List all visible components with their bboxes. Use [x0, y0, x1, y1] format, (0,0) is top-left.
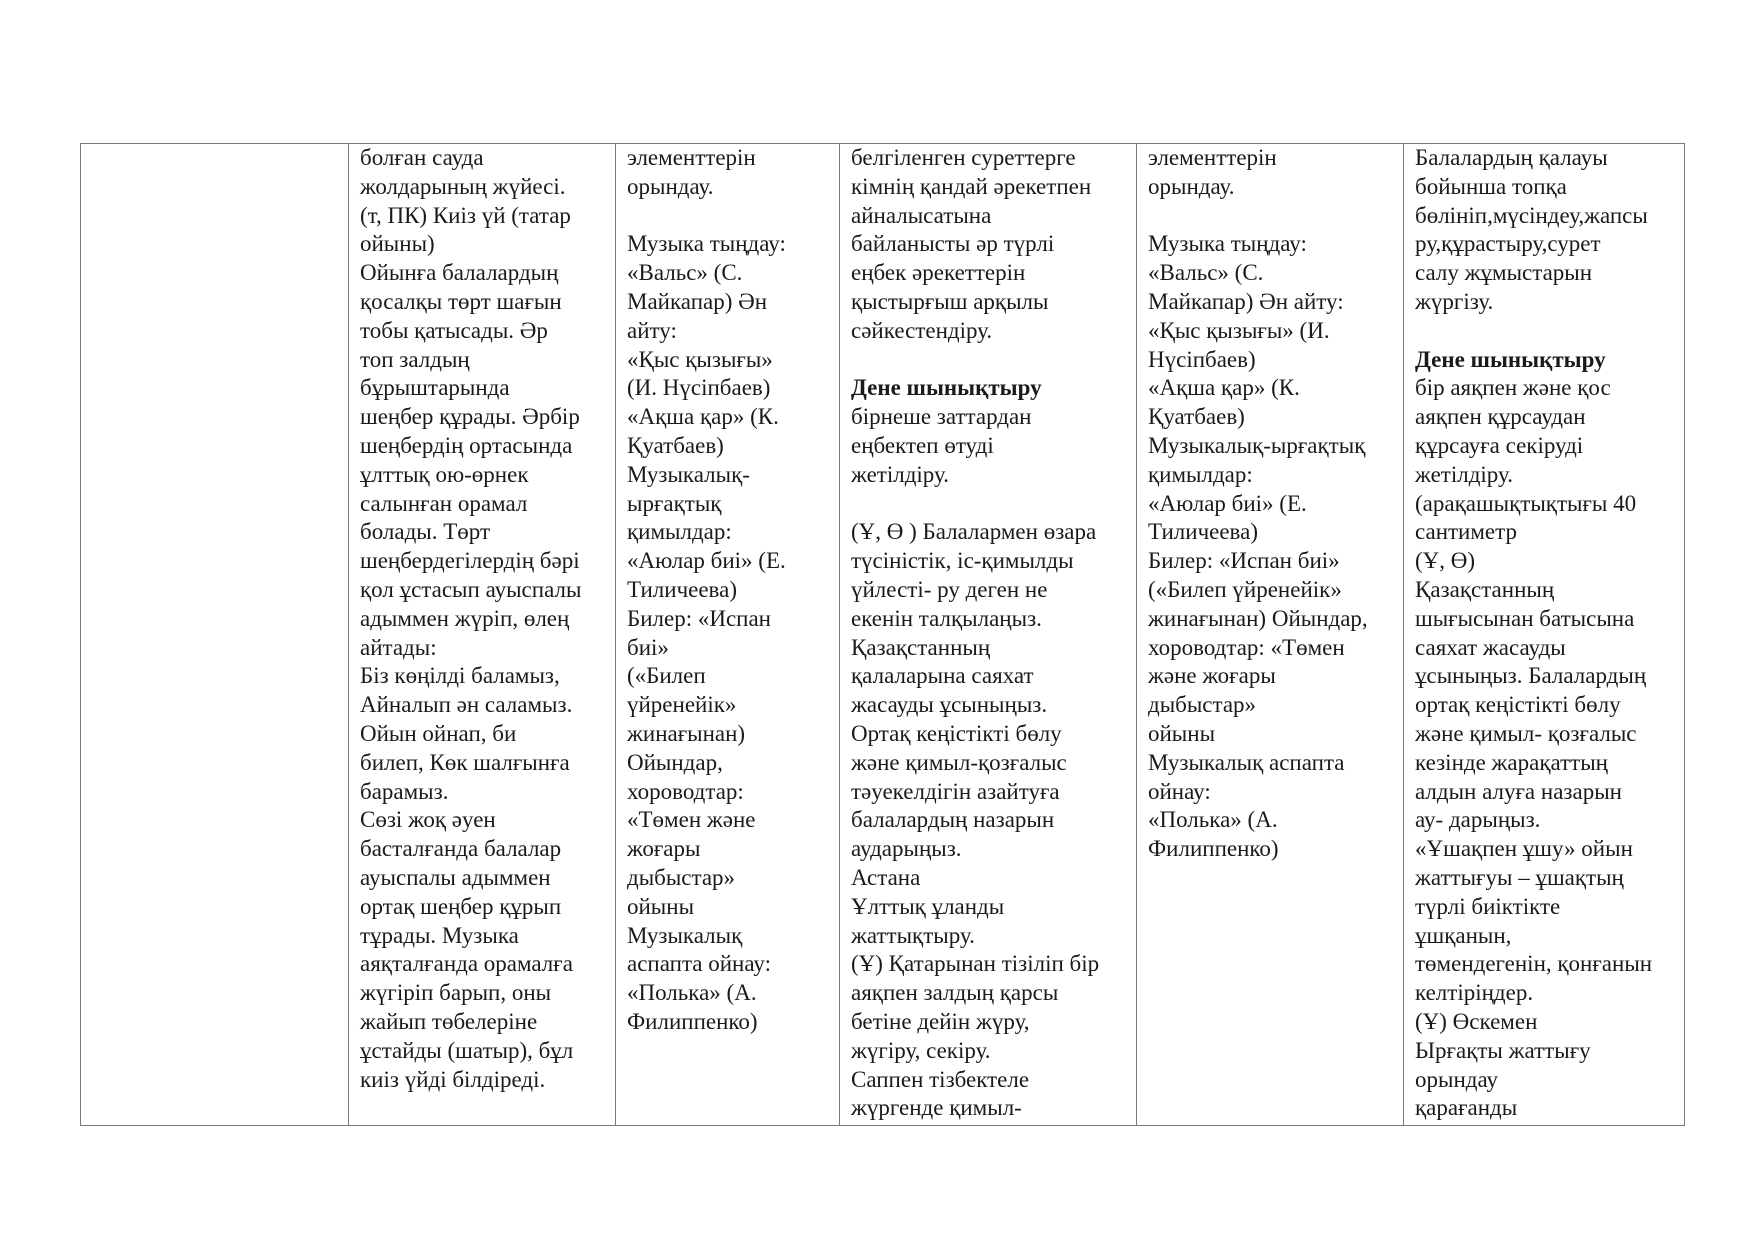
cell-text-line: дыбыстар»: [1148, 692, 1257, 718]
cell-text-line: жайып төбелеріне: [360, 1008, 538, 1034]
cell-text-line: ау- дарыңыз.: [1415, 807, 1541, 833]
cell-text-line: Астана: [851, 864, 921, 890]
cell-text-line: «Вальс» (С.: [1148, 260, 1264, 286]
cell-text-line: [851, 346, 1128, 375]
cell-text-line: Біз көңілді баламыз,: [360, 663, 560, 689]
cell-text-line: айтады:: [360, 634, 437, 660]
cell-text-line: киіз үйді білдіреді.: [360, 1066, 546, 1092]
cell-text-line: аспапта ойнау:: [627, 951, 771, 977]
cell-text-line: Филиппенко): [1148, 836, 1279, 862]
cell-text-line: Айналып ән саламыз.: [360, 692, 573, 718]
cell-text-line: еңбек әрекеттерін: [851, 260, 1026, 286]
cell-text-line: Филиппенко): [627, 1008, 758, 1034]
cell-text-line: үйлесті- ру деген не: [851, 576, 1048, 602]
cell-text-line: Нүсіпбаев): [1148, 346, 1256, 372]
cell-text-line: байланысты әр түрлі: [851, 231, 1055, 257]
cell-text-line: [851, 490, 1128, 519]
cell-text-line: (Ұ, Ө ) Балалармен өзара: [851, 519, 1097, 545]
cell-text-line: ұлттық ою-өрнек: [360, 461, 529, 487]
cell-text-line: ру,құрастыру,сурет: [1415, 231, 1601, 257]
cell-text-line: Майкапар) Ән айту:: [1148, 288, 1344, 314]
cell-text-line: Ортақ кеңістікті бөлу: [851, 720, 1062, 746]
cell-text-line: кезінде жарақаттың: [1415, 749, 1608, 775]
cell-text-line: «Ақша қар» (К.: [1148, 375, 1300, 401]
cell-text-line: «Төмен және: [627, 807, 756, 833]
cell-text-line: жасауды ұсыныңыз.: [851, 692, 1048, 718]
cell-text-line: салынған орамал: [360, 490, 528, 516]
cell-text-line: Музыкалық: [627, 922, 743, 948]
cell-text-line: басталғанда балалар: [360, 836, 562, 862]
cell-text-line: Ұлттық ұланды: [851, 893, 1005, 919]
cell-text-line: ұсыныңыз. Балалардың: [1415, 663, 1647, 689]
cell-text-line: келтіріңдер.: [1415, 980, 1534, 1006]
cell-text-line: дыбыстар»: [627, 864, 736, 890]
cell-text-line: ойыны): [360, 231, 435, 257]
cell-text-line: адыммен жүріп, өлең: [360, 605, 570, 631]
cell-text-line: Майкапар) Ән: [627, 288, 768, 314]
cell-text-line: Қазақстанның: [1415, 576, 1555, 602]
cell-text-line: («Билеп үйренейік»: [1148, 576, 1342, 602]
cell-text-line: алдын алуға назарын: [1415, 778, 1622, 804]
cell-text-line: «Ұшақпен ұшу» ойын: [1415, 836, 1633, 862]
table-row: [81, 144, 1685, 1126]
cell-text-line: тәуекелдігін азайтуға: [851, 778, 1060, 804]
cell-text-line: бір аяқпен және қос: [1415, 375, 1611, 401]
cell-text-line: саяхат жасауды: [1415, 634, 1566, 660]
cell-text-line: екенін талқылаңыз.: [851, 605, 1042, 631]
cell-text-line: билеп, Көк шалғынға: [360, 749, 570, 775]
cell-text-line: ойнау:: [1148, 778, 1211, 804]
cell-text-line: қалаларына саяхат: [851, 663, 1034, 689]
cell-text-line: бойынша топқа: [1415, 173, 1567, 199]
cell-text-line: Қазақстанның: [851, 634, 991, 660]
table-cell-5: [1137, 144, 1404, 1126]
cell-text-line: Билер: «Испан биі»: [1148, 548, 1340, 574]
cell-text-line: жүгіру, секіру.: [851, 1037, 991, 1063]
cell-text-line: жинағынан) Ойындар,: [1148, 605, 1368, 631]
cell-text-line: бұрыштарында: [360, 375, 510, 401]
cell-text-line: хороводтар:: [627, 778, 744, 804]
table-cell-2: [349, 144, 616, 1126]
cell-text-line: тобы қатысады. Әр: [360, 317, 548, 343]
cell-text-line: құрсауға секіруді: [1415, 432, 1584, 458]
cell-text-line: Саппен тізбектеле: [851, 1066, 1030, 1092]
table-cell-3: [616, 144, 840, 1126]
cell-text-line: «Қыс қызығы»: [627, 346, 773, 372]
cell-text-line: Ырғақты жаттығу: [1415, 1037, 1591, 1063]
cell-text-line: Тиличеева): [1148, 519, 1258, 545]
cell-text-line: Музыка тыңдау:: [1148, 231, 1307, 257]
cell-text-line: айту:: [627, 317, 677, 343]
cell-text-line: жетілдіру.: [1415, 461, 1513, 487]
table-cell-1: [81, 144, 349, 1126]
cell-text-line: «Полька» (А.: [1148, 807, 1278, 833]
cell-text-line: «Ақша қар» (К.: [627, 404, 779, 430]
cell-text-line: сантиметр: [1415, 519, 1517, 545]
cell-text-line: қосалқы төрт шағын: [360, 288, 562, 314]
cell-text-line: аяқталғанда орамалға: [360, 951, 573, 977]
table-cell-4: [840, 144, 1137, 1126]
cell-text-line: Дене шынықтыру: [1415, 346, 1606, 372]
cell-text-line: ортақ кеңістікті бөлу: [1415, 692, 1621, 718]
cell-text-line: жүргізу.: [1415, 288, 1494, 314]
cell-text-line: белгіленген суреттерге: [851, 145, 1076, 170]
cell-text-line: хороводтар: «Төмен: [1148, 634, 1345, 660]
cell-text-line: ортақ шеңбер құрып: [360, 893, 562, 919]
cell-text-line: кімнің қандай әрекетпен: [851, 173, 1092, 199]
cell-text-line: тұрады. Музыка: [360, 922, 519, 948]
cell-text-line: болады. Төрт: [360, 519, 491, 545]
cell-text-line: «Қыс қызығы» (И.: [1148, 317, 1330, 343]
cell-text-line: Билер: «Испан: [627, 605, 771, 631]
cell-text-line: шеңбердегілердің бәрі: [360, 548, 580, 574]
cell-text-line: бетіне дейін жүру,: [851, 1008, 1030, 1034]
cell-text-line: «Аюлар биі» (Е.: [1148, 490, 1307, 516]
cell-text-line: болған сауда: [360, 145, 484, 170]
cell-text-line: түрлі биіктікте: [1415, 893, 1561, 919]
cell-text-line: ойыны: [627, 893, 695, 919]
cell-text-line: (Ұ, Ө): [1415, 548, 1476, 574]
cell-text-line: ауыспалы адыммен: [360, 864, 551, 890]
cell-text-line: Қуатбаев): [1148, 404, 1245, 430]
cell-text-line: [627, 202, 831, 231]
cell-text-line: жолдарының жүйесі.: [360, 173, 566, 199]
cell-text-line: ойыны: [1148, 720, 1216, 746]
cell-text-line: жаттықтыру.: [851, 922, 975, 948]
cell-text-line: қимылдар:: [1148, 461, 1253, 487]
cell-text-line: орындау.: [627, 173, 714, 199]
cell-text-line: ұшқанын,: [1415, 922, 1512, 948]
cell-text-line: элементтерін: [1148, 145, 1277, 170]
cell-text-line: Тиличеева): [627, 576, 737, 602]
cell-text-line: Ойынға балалардың: [360, 260, 559, 286]
cell-text-line: бөлініп,мүсіндеу,жапсы: [1415, 202, 1648, 228]
cell-text-line: «Аюлар биі» (Е.: [627, 548, 786, 574]
cell-text-line: («Билеп: [627, 663, 706, 689]
cell-text-line: түсіністік, іс-қимылды: [851, 548, 1074, 574]
cell-text-line: Қуатбаев): [627, 432, 724, 458]
cell-text-line: бірнеше заттардан: [851, 404, 1032, 430]
cell-text-line: және жоғары: [1148, 663, 1276, 689]
cell-text-line: балалардың назарын: [851, 807, 1055, 833]
cell-text-line: Дене шынықтыру: [851, 375, 1042, 401]
cell-text-line: қарағанды: [1415, 1095, 1518, 1121]
cell-text-line: орындау: [1415, 1066, 1499, 1092]
cell-text-line: (Ұ) Өскемен: [1415, 1008, 1538, 1034]
cell-text-line: салу жұмыстарын: [1415, 260, 1593, 286]
cell-text-line: (И. Нүсіпбаев): [627, 375, 771, 401]
cell-text-line: сәйкестендіру.: [851, 317, 993, 343]
cell-text-line: және қимыл-қозғалыс: [851, 749, 1067, 775]
cell-text-line: Музыкалық аспапта: [1148, 749, 1345, 775]
cell-text-line: жүгіріп барып, оны: [360, 980, 552, 1006]
cell-text-line: биі»: [627, 634, 669, 660]
cell-text-line: жүргенде қимыл-: [851, 1095, 1022, 1121]
cell-text-line: аяқпен залдың қарсы: [851, 980, 1059, 1006]
cell-text-line: (т, ПК) Киіз үй (татар: [360, 202, 571, 228]
cell-text-line: Музыка тыңдау:: [627, 231, 786, 257]
cell-text-line: «Вальс» (С.: [627, 260, 743, 286]
cell-text-line: [1148, 202, 1395, 231]
cell-text-line: Музыкалық-ырғақтық: [1148, 432, 1366, 458]
cell-text-line: жинағынан): [627, 720, 746, 746]
cell-text-line: қимылдар:: [627, 519, 732, 545]
table-cell-6: [1404, 144, 1685, 1126]
cell-text-line: шығысынан батысына: [1415, 605, 1635, 631]
cell-text-line: және қимыл- қозғалыс: [1415, 720, 1637, 746]
cell-text-line: айналысатына: [851, 202, 992, 228]
cell-text-line: аударыңыз.: [851, 836, 962, 862]
cell-text-line: жетілдіру.: [851, 461, 949, 487]
schedule-table: [80, 143, 1685, 1126]
cell-text-line: қол ұстасып ауыспалы: [360, 576, 582, 602]
cell-text-line: Ойындар,: [627, 749, 723, 775]
cell-text-line: ұстайды (шатыр), бұл: [360, 1037, 574, 1063]
cell-text-line: орындау.: [1148, 173, 1235, 199]
cell-text-line: шеңбердің ортасында: [360, 432, 573, 458]
cell-text-line: топ залдың: [360, 346, 470, 372]
cell-text-line: [1415, 317, 1676, 346]
cell-text-line: Балалардың қалауы: [1415, 145, 1608, 170]
cell-text-line: барамыз.: [360, 778, 449, 804]
cell-text-line: ырғақтық: [627, 490, 722, 516]
cell-text-line: жаттығуы – ұшақтың: [1415, 864, 1624, 890]
cell-text-line: аяқпен құрсаудан: [1415, 404, 1586, 430]
cell-text-line: (Ұ) Қатарынан тізіліп бір: [851, 951, 1100, 977]
cell-text-line: төмендегенін, қонғанын: [1415, 951, 1653, 977]
cell-text-line: еңбектеп өтуді: [851, 432, 994, 458]
cell-text-line: Сөзі жоқ әуен: [360, 807, 496, 833]
cell-text-line: жоғары: [627, 836, 701, 862]
cell-text-line: Музыкалық-: [627, 461, 750, 487]
cell-text-line: шеңбер құрады. Әрбір: [360, 404, 580, 430]
cell-text-line: (арақашықтықтығы 40: [1415, 490, 1637, 516]
cell-text-line: қыстырғыш арқылы: [851, 288, 1049, 314]
cell-text-line: Ойын ойнап, би: [360, 720, 517, 746]
cell-text-line: «Полька» (А.: [627, 980, 757, 1006]
cell-text-line: элементтерін: [627, 145, 756, 170]
cell-text-line: үйренейік»: [627, 692, 737, 718]
